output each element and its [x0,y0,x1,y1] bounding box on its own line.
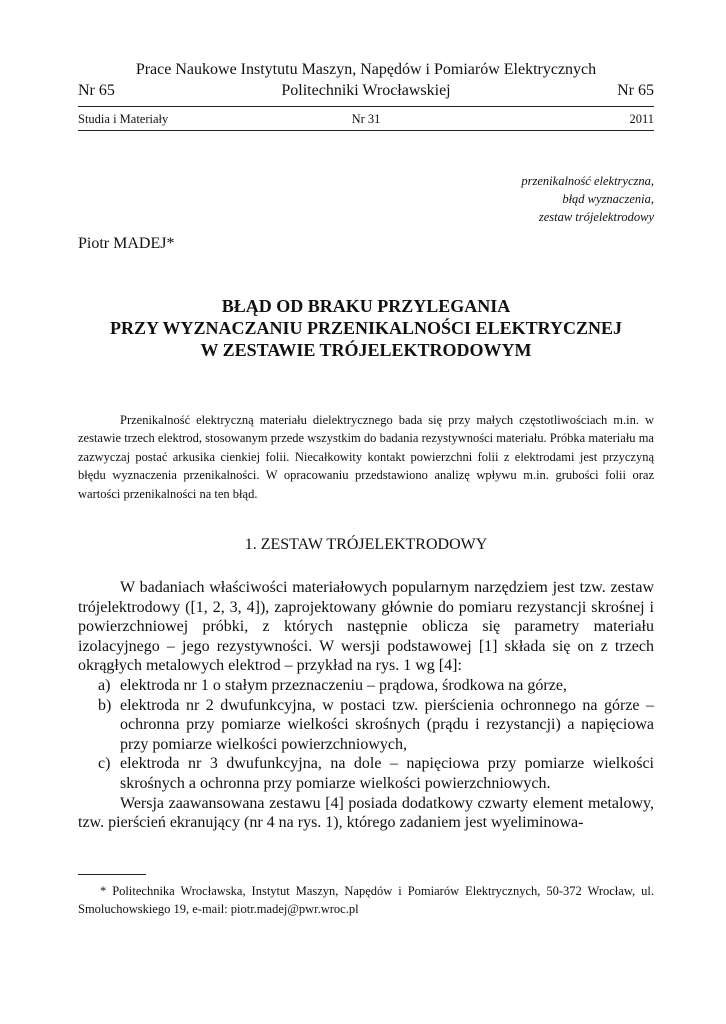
list-marker: c) [98,755,111,773]
list-item [78,676,654,696]
author-name: Piotr MADEJ* [78,235,175,252]
list-item-text: elektroda nr 3 dwufunkcyjna, na dole – napięciowa przy pomiarze wielkości skrośnych a ochronna przy pomiarze wielkości powierzchniowych. [120,755,654,792]
series-number: Nr 31 [351,112,381,126]
series-divider [78,130,654,131]
list-marker: b) [98,696,112,714]
footnote: * Politechnika Wrocławska, Instytut Maszyn, Napędów i Pomiarów Elektrycznych, 50-372 Wrocław, ul. Smoluchowskiego 19, e-mail: piotr.madej@pwr.wroc.pl [78,884,654,916]
keyword: błąd wyznaczenia, [562,192,654,206]
issue-number-left: Nr 65 [78,82,115,99]
keywords [521,172,654,226]
title-line: PRZY WYZNACZANIU PRZENIKALNOŚCI ELEKTRYCZNEJ [110,318,622,338]
electrode-list [78,676,654,794]
series-name: Studia i Materiały [78,112,169,126]
paragraph: W badaniach właściwości materiałowych popularnym narzędziem jest tzw. zestaw trójelektrodowy ([1, 2, 3, 4]), zaprojektowany głównie do pomiaru rezystancji skrośnej i powierzchniowej próbki, z których następnie oblicza się parametry materiału izolacyjnego – jego rezystywności. W wersji podstawowej [1] składa się on z trzech okrągłych metalowych elektrod – przykład na rys. 1 wg [4]: [78,579,654,675]
list-item [78,754,654,793]
body-text [78,578,654,833]
title-line: BŁĄD OD BRAKU PRZYLEGANIA [221,296,511,316]
journal-header-row [78,82,654,102]
keyword: zestaw trójelektrodowy [538,210,654,224]
series-row [78,112,654,128]
list-item-text: elektroda nr 1 o stałym przeznaczeniu – prądowa, środkowa na górze, [120,676,567,694]
journal-title-line2: Politechniki Wrocławskiej [281,82,451,99]
keyword: przenikalność elektryczna, [521,174,654,188]
footnote-divider [78,874,146,875]
section-heading: 1. ZESTAW TRÓJELEKTRODOWY [244,536,488,553]
list-item-text: elektroda nr 2 dwufunkcyjna, w postaci tzw. pierścienia ochronnego na górze – ochronna przy pomiarze wielkości skrośnych (prądu i rezystancji) a napięciowa przy pomiarze wielkości powierzchniowych, [120,696,654,753]
publication-year: 2011 [629,112,654,126]
paragraph: Wersja zaawansowana zestawu [4] posiada dodatkowy czwarty element metalowy, tzw. pierścień ekranujący (nr 4 na rys. 1), którego zadaniem jest wyeliminowa- [78,794,654,832]
header-divider [78,106,654,107]
list-marker: a) [98,676,111,694]
title-line: W ZESTAWIE TRÓJELEKTRODOWYM [200,340,532,360]
issue-number-right: Nr 65 [617,82,654,99]
abstract: Przenikalność elektryczną materiału dielektrycznego bada się przy małych częstotliwościach m.in. w zestawie trzech elektrod, stosowanym przede wszystkim do badania rezystywności materiału. Próbka materiału ma zazwyczaj postać arkusika cienkiej folii. Niecałkowity kontakt powierzchni folii z elektrodami jest przyczyną błędu wyznaczenia przenikalności. W opracowaniu przedstawiono analizę wpływu m.in. grubości folii oraz wartości przenikalności na ten błąd. [78,413,654,501]
journal-title-line1: Prace Naukowe Instytutu Maszyn, Napędów i Pomiarów Elektrycznych [135,61,597,78]
list-item [78,696,654,755]
paper-title [78,295,654,361]
